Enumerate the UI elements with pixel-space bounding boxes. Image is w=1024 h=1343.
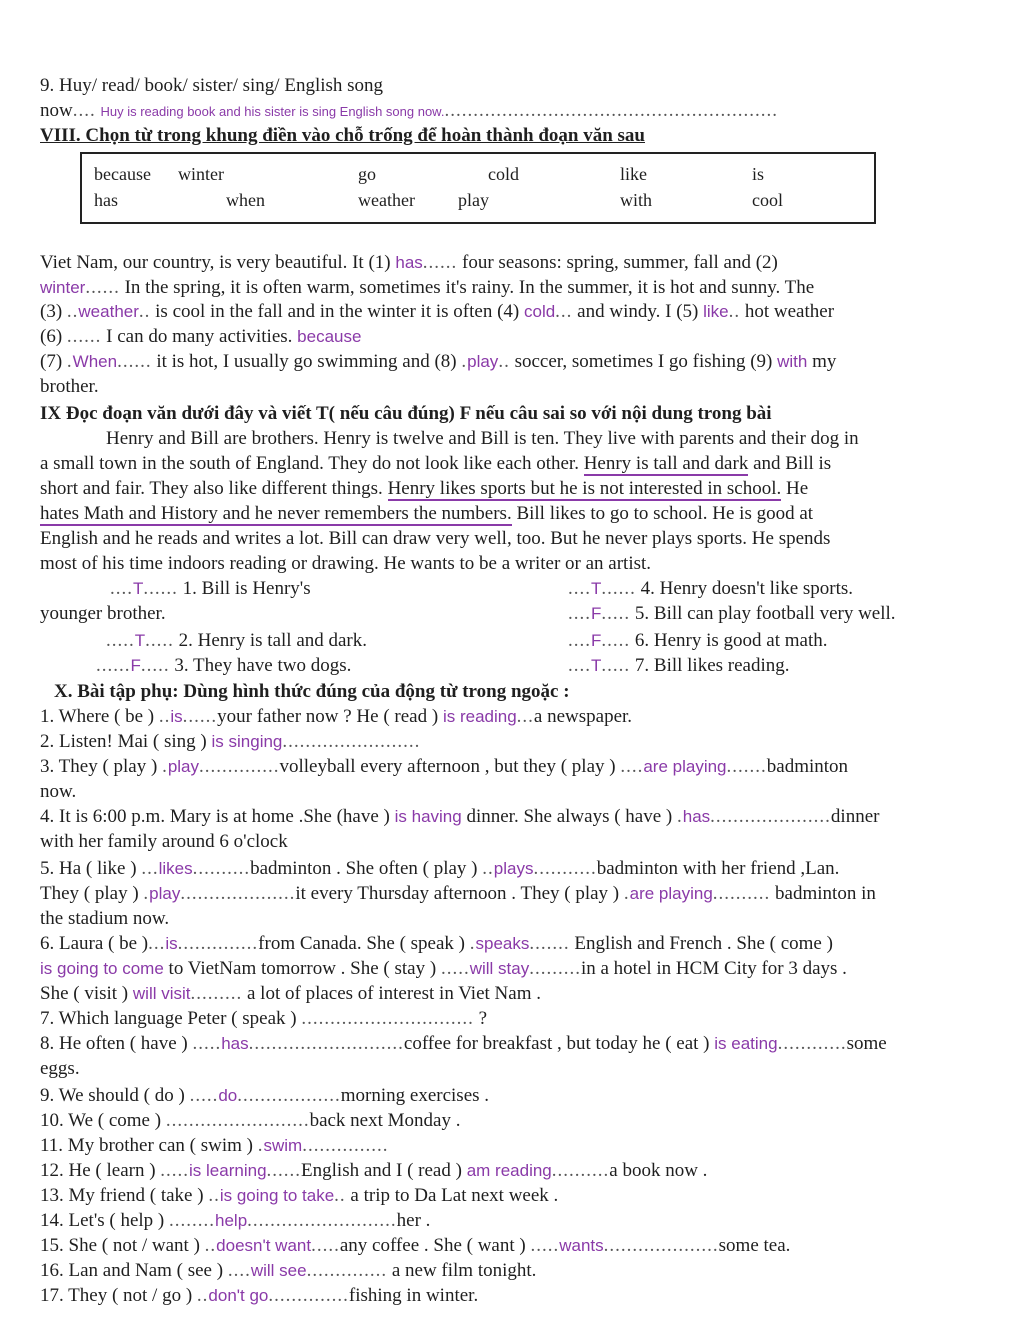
s8-line-5: (7) .When...... it is hot, I usually go swimming and (8) .play.. soccer, sometimes I go fishing (9) with my: [40, 351, 837, 372]
x-q5-line2: They ( play ) .play....................it every Thursday afternoon . They ( play ) .are playing.......... badminton in: [40, 883, 876, 904]
tf-1: ....T...... 1. Bill is Henry's: [110, 578, 311, 599]
x-q17: 17. They ( not / go ) ..don't go..............fishing in winter.: [40, 1285, 479, 1306]
box-word: go: [358, 164, 376, 184]
tf-6: ....F..... 6. Henry is good at math.: [568, 630, 828, 651]
x-q14: 14. Let's ( help ) ........help..........................her .: [40, 1210, 431, 1231]
x-q16: 16. Lan and Nam ( see ) ....will see.............. a new film tonight.: [40, 1260, 537, 1281]
x-q1: 1. Where ( be ) ..is......your father now ? He ( read ) is reading...a newspaper.: [40, 706, 633, 727]
section-10-title: X. Bài tập phụ: Dùng hình thức đúng của động từ trong ngoặc :: [54, 681, 570, 702]
x-q8: 8. He often ( have ) .....has...........................coffee for breakfast , but today he ( eat ) is eating............some: [40, 1033, 887, 1054]
box-word: has: [94, 190, 118, 210]
x-q3: 3. They ( play ) .play..............volleyball every afternoon , but they ( play ) ....are playing.......badminton: [40, 756, 849, 777]
tf-4: ....T...... 4. Henry doesn't like sports.: [568, 578, 854, 599]
tf-3: ......F..... 3. They have two dogs.: [96, 655, 352, 676]
x-q7: 7. Which language Peter ( speak ) .............................. ?: [40, 1008, 488, 1029]
s9-text-1: Henry and Bill are brothers. Henry is twelve and Bill is ten. They live with parents and their dog in: [106, 428, 859, 449]
section-8-title: VIII. Chọn từ trong khung điền vào chỗ trống để hoàn thành đoạn văn sau: [40, 125, 645, 146]
box-word: when: [226, 190, 265, 210]
box-word: winter: [178, 164, 224, 184]
x-q12: 12. He ( learn ) .....is learning......English and I ( read ) am reading..........a book now .: [40, 1160, 708, 1181]
x-q10: 10. We ( come ) .........................back next Monday .: [40, 1110, 461, 1131]
box-word: play: [458, 190, 489, 210]
tf-7: ....T..... 7. Bill likes reading.: [568, 655, 790, 676]
q9-answer-line: now.... Huy is reading book and his sister is sing English song now...........................................................: [40, 100, 778, 121]
s9-text-3: short and fair. They also like different things. Henry likes sports but he is not interested in school. He: [40, 478, 809, 499]
box-word: like: [620, 164, 647, 184]
s9-text-5: English and he reads and writes a lot. Bill can draw very well, too. But he never plays sports. He spends: [40, 528, 831, 549]
s8-line-6: brother.: [40, 376, 99, 397]
tf-5: ....F..... 5. Bill can play football very well.: [568, 603, 896, 624]
x-q6-line2: is going to come to VietNam tomorrow . She ( stay ) .....will stay.........in a hotel in HCM City for 3 days .: [40, 958, 847, 979]
tf-2: .....T..... 2. Henry is tall and dark.: [106, 630, 368, 651]
q9-prompt: 9. Huy/ read/ book/ sister/ sing/ English song: [40, 75, 384, 96]
x-q3-cont: now.: [40, 781, 77, 802]
x-q8-cont: eggs.: [40, 1058, 80, 1079]
box-word: cold: [488, 164, 519, 184]
section-9-title: IX Đọc đoạn văn dưới đây và viết T( nếu câu đúng) F nếu câu sai so với nội dung trong bài: [40, 403, 772, 424]
x-q9: 9. We should ( do ) .....do..................morning exercises .: [40, 1085, 490, 1106]
word-box: [80, 152, 876, 224]
x-q6: 6. Laura ( be )...is..............from Canada. She ( speak ) .speaks....... English and French . She ( come ): [40, 933, 833, 954]
x-q13: 13. My friend ( take ) ..is going to take.. a trip to Da Lat next week .: [40, 1185, 559, 1206]
s9-text-6: most of his time indoors reading or drawing. He wants to be a writer or an artist.: [40, 553, 652, 574]
x-q5: 5. Ha ( like ) ...likes..........badminton . She often ( play ) ..plays...........badminton with her friend ,Lan.: [40, 858, 840, 879]
box-word: weather: [358, 190, 415, 210]
s9-text-4: hates Math and History and he never remembers the numbers. Bill likes to go to school. He is good at: [40, 503, 814, 524]
x-q11: 11. My brother can ( swim ) .swim...............: [40, 1135, 389, 1156]
box-word: cool: [752, 190, 783, 210]
x-q6-line3: She ( visit ) will visit......... a lot of places of interest in Viet Nam .: [40, 983, 541, 1004]
tf-1-cont: younger brother.: [40, 603, 166, 624]
s8-line-3: (3) ..weather.. is cool in the fall and in the winter it is often (4) cold... and windy. I (5) like.. hot weather: [40, 301, 835, 322]
s8-line-1: Viet Nam, our country, is very beautiful. It (1) has...... four seasons: spring, summer, fall and (2): [40, 252, 778, 273]
x-q15: 15. She ( not / want ) ..doesn't want.....any coffee . She ( want ) .....wants....................some tea.: [40, 1235, 791, 1256]
q9-answer: Huy is reading book and his sister is sing English song now.: [100, 104, 445, 119]
box-word: with: [620, 190, 653, 210]
x-q4: 4. It is 6:00 p.m. Mary is at home .She (have ) is having dinner. She always ( have ) .has.....................dinner: [40, 806, 880, 827]
box-word: is: [752, 164, 765, 184]
box-word: because: [94, 164, 151, 184]
s8-line-2: winter...... In the spring, it is often warm, sometimes it's rainy. In the summer, it is hot and sunny. The: [40, 277, 815, 298]
x-q2: 2. Listen! Mai ( sing ) is singing........................: [40, 731, 421, 752]
x-q4-cont: with her family around 6 o'clock: [40, 831, 288, 852]
s8-line-4: (6) ...... I can do many activities. because: [40, 326, 362, 347]
x-q5-line3: the stadium now.: [40, 908, 170, 929]
s9-text-2: a small town in the south of England. They do not look like each other. Henry is tall and dark and Bill is: [40, 453, 832, 474]
